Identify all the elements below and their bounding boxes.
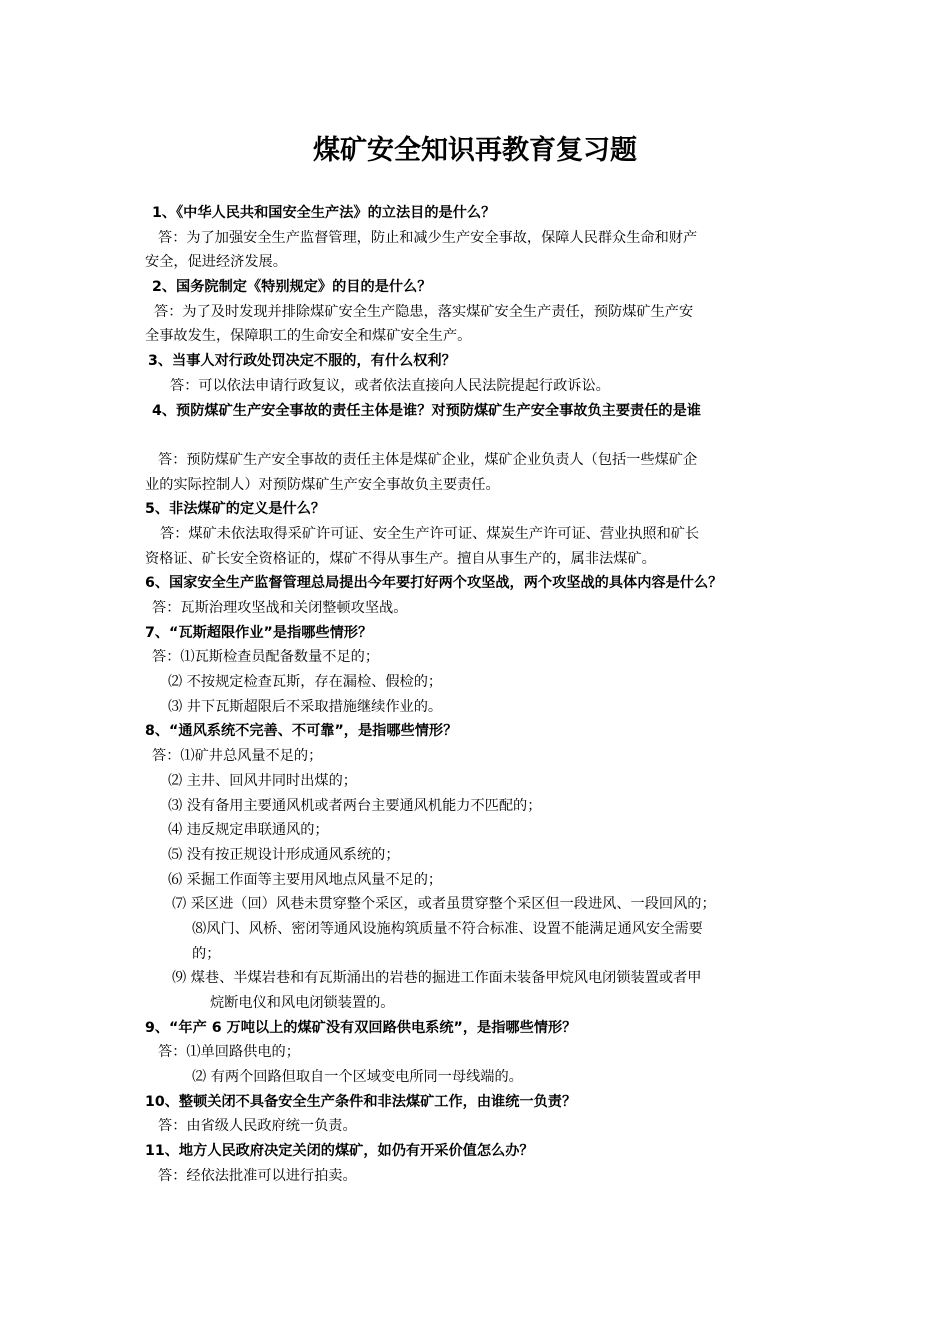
question-line: 6、国家安全生产监督管理总局提出今年要打好两个攻坚战，两个攻坚战的具体内容是什么？ <box>145 575 723 592</box>
answer-line: ⑹ 采掘工作面等主要用风地点风量不足的； <box>168 871 443 888</box>
question-line: 8、“通风系统不完善、不可靠”，是指哪些情形？ <box>145 723 458 740</box>
answer-line: ⑶ 井下瓦斯超限后不采取措施继续作业的。 <box>168 698 443 715</box>
answer-line: 答：经依法批准可以进行拍卖。 <box>158 1167 357 1184</box>
question-line: 9、“年产 6 万吨以上的煤矿没有双回路供电系统”，是指哪些情形？ <box>145 1019 577 1036</box>
answer-line: 答：⑴瓦斯检查员配备数量不足的； <box>152 649 380 666</box>
answer-line: ⑶ 没有备用主要通风机或者两台主要通风机能力不匹配的； <box>168 797 542 814</box>
answer-line: ⑵ 不按规定检查瓦斯，存在漏检、假检的； <box>168 674 443 691</box>
question-line: 4、预防煤矿生产安全事故的责任主体是谁？对预防煤矿生产安全事故负主要责任的是谁 <box>152 402 701 419</box>
answer-line: 答：预防煤矿生产安全事故的责任主体是煤矿企业，煤矿企业负责人（包括一些煤矿企 <box>158 451 698 468</box>
answer-line: ⑻风门、风桥、密闭等通风设施构筑质量不符合标准、设置不能满足通风安全需要 <box>192 920 703 937</box>
answer-line: 的； <box>192 945 221 962</box>
answer-line: 业的实际控制人）对预防煤矿生产安全事故负主要责任。 <box>145 476 500 493</box>
answer-line: 答：为了及时发现并排除煤矿安全生产隐患，落实煤矿安全生产责任，预防煤矿生产安 <box>154 303 694 320</box>
answer-line: ⑺ 采区进（回）风巷未贯穿整个采区，或者虽贯穿整个采区但一段进风、一段回风的； <box>172 896 716 913</box>
answer-line: 答：瓦斯治理攻坚战和关闭整顿攻坚战。 <box>152 600 408 616</box>
answer-line: 答：为了加强安全生产监督管理，防止和减少生产安全事故，保障人民群众生命和财产 <box>158 229 698 246</box>
document-title: 煤矿安全知识再教育复习题 <box>313 135 637 166</box>
question-line: 1、《中华人民共和国安全生产法》的立法目的是什么？ <box>152 205 496 221</box>
answer-line: 全事故发生，保障职工的生命安全和煤矿安全生产。 <box>145 328 472 345</box>
answer-line: 答：⑴单回路供电的； <box>158 1044 300 1061</box>
answer-line: 答：⑴矿井总风量不足的； <box>152 748 323 765</box>
answer-line: ⑵ 有两个回路但取自一个区域变电所同一母线端的。 <box>192 1069 523 1086</box>
question-line: 7、“瓦斯超限作业”是指哪些情形？ <box>145 624 373 641</box>
question-line: 5、非法煤矿的定义是什么？ <box>145 501 326 518</box>
answer-line: 答：由省级人民政府统一负责。 <box>158 1118 357 1135</box>
answer-line: 答：可以依法申请行政复议，或者依法直接向人民法院提起行政诉讼。 <box>170 377 610 394</box>
answer-line: ⑼ 煤巷、半煤岩巷和有瓦斯涌出的岩巷的掘进工作面未装备甲烷风电闭锁装置或者甲 <box>172 970 702 987</box>
question-line: 3、当事人对行政处罚决定不服的，有什么权利？ <box>148 353 456 370</box>
question-line: 11、地方人民政府决定关闭的煤矿，如仍有开采价值怎么办？ <box>145 1143 534 1160</box>
question-line: 10、整顿关闭不具备安全生产条件和非法煤矿工作，由谁统一负责？ <box>145 1093 577 1110</box>
answer-line: 资格证、矿长安全资格证的，煤矿不得从事生产。擅自从事生产的，属非法煤矿。 <box>145 550 656 567</box>
answer-line: 答：煤矿未依法取得采矿许可证、安全生产许可证、煤炭生产许可证、营业执照和矿长 <box>160 525 700 542</box>
blank-line <box>0 423 950 448</box>
answer-line: 烷断电仪和风电闭锁装置的。 <box>210 995 395 1011</box>
answer-line: ⑷ 违反规定串联通风的； <box>168 822 329 839</box>
qa-list <box>0 201 950 1189</box>
answer-line: 安全，促进经济发展。 <box>145 254 287 271</box>
answer-line: ⑸ 没有按正规设计形成通风系统的； <box>168 846 400 863</box>
question-line: 2、国务院制定《特别规定》的目的是什么？ <box>152 279 432 296</box>
answer-line: ⑵ 主井、回风井同时出煤的； <box>168 772 357 789</box>
